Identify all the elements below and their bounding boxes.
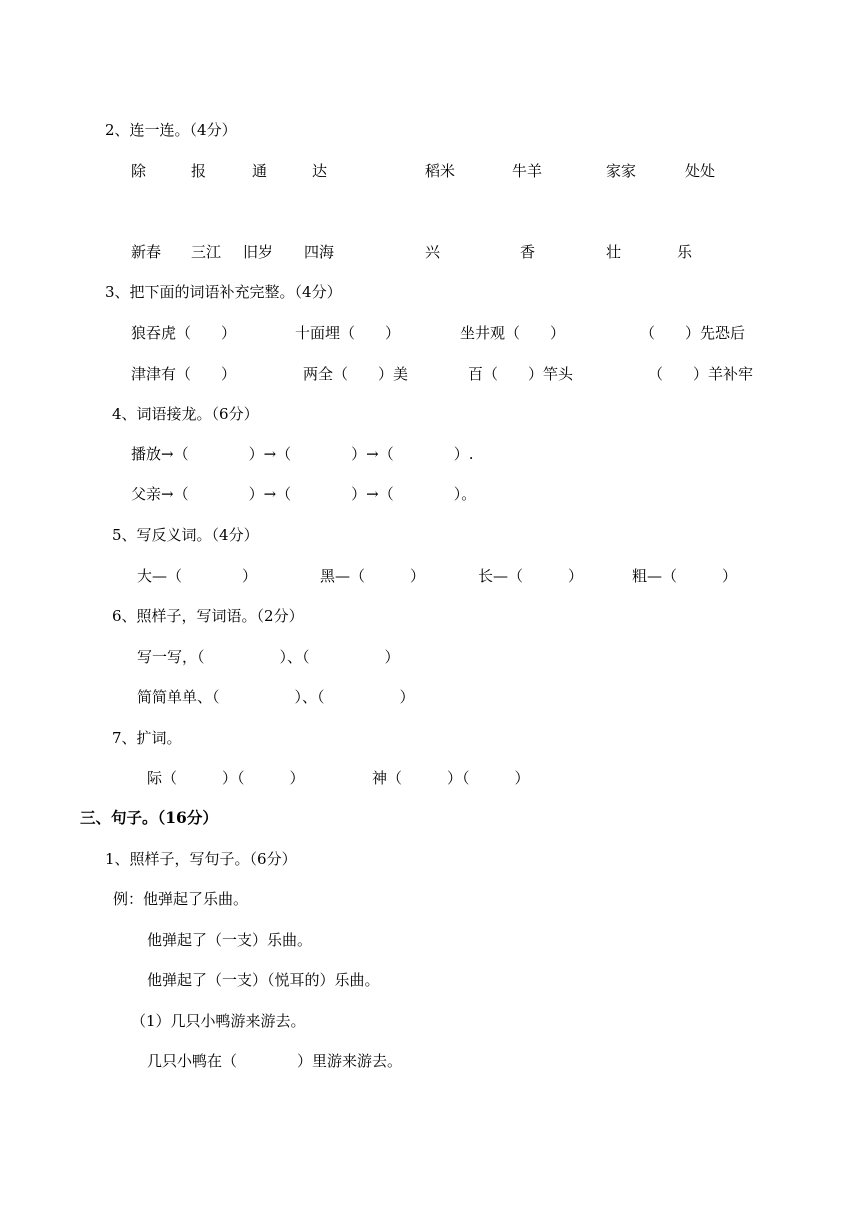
q7-expand: 神（ ）（ ） — [372, 769, 530, 787]
q4-chain-line: 父亲→（ ）→（ ）→（ ）。 — [131, 485, 477, 503]
q7-title: 7、扩词。 — [112, 729, 182, 747]
q2-bottom-item: 香 — [520, 243, 536, 261]
q5-title: 5、写反义词。（4分） — [112, 526, 259, 544]
q2-bottom-item: 乐 — [677, 243, 693, 261]
q2-top-item: 通 — [252, 162, 268, 180]
example-line: 例：他弹起了乐曲。 — [113, 890, 249, 908]
q2-top-item: 稻米 — [425, 162, 456, 180]
q6-line: 写一写，（ ）、（ ） — [137, 648, 400, 666]
q2-top-item: 处处 — [685, 162, 716, 180]
q3-title: 3、把下面的词语补充完整。（4分） — [105, 283, 342, 301]
q2-top-item: 达 — [312, 162, 328, 180]
exercise-item: （1）几只小鸭游来游去。 — [131, 1012, 306, 1030]
q2-bottom-item: 壮 — [606, 243, 622, 261]
q2-top-item: 牛羊 — [512, 162, 543, 180]
q5-antonym: 粗—（ ） — [632, 567, 738, 585]
q2-bottom-item: 三江 — [191, 243, 222, 261]
q6-title: 6、照样子，写词语。（2分） — [112, 607, 304, 625]
q2-bottom-item: 兴 — [425, 243, 441, 261]
q3-idiom: 坐井观（ ） — [460, 324, 566, 342]
q4-chain-line: 播放→（ ）→（ ）→（ ）. — [131, 445, 474, 463]
q3-idiom: （ ）先恐后 — [640, 324, 746, 342]
q3-idiom: 津津有（ ） — [131, 365, 237, 383]
q4-title: 4、词语接龙。（6分） — [112, 405, 259, 423]
q3-idiom: 十面埋（ ） — [295, 324, 401, 342]
q3-idiom: （ ）羊补牢 — [648, 365, 754, 383]
example-line: 他弹起了（一支）（悦耳的）乐曲。 — [147, 971, 380, 989]
q6-line: 简简单单、（ ）、（ ） — [137, 688, 415, 706]
q3-idiom: 两全（ ）美 — [303, 365, 409, 383]
q2-top-item: 家家 — [606, 162, 637, 180]
exercise-fill-line: 几只小鸭在（ ）里游来游去。 — [147, 1052, 403, 1070]
q2-top-item: 报 — [191, 162, 207, 180]
q3-idiom: 百（ ）竿头 — [468, 365, 574, 383]
section3-title: 三、句子。（16分） — [80, 808, 218, 827]
q2-bottom-item: 四海 — [304, 243, 335, 261]
q5-antonym: 黑—（ ） — [320, 567, 426, 585]
q2-bottom-item: 新春 — [131, 243, 162, 261]
section3-q1-title: 1、照样子，写句子。（6分） — [105, 850, 297, 868]
q2-title: 2、连一连。（4分） — [105, 121, 237, 139]
q2-bottom-item: 旧岁 — [243, 243, 274, 261]
q2-top-item: 除 — [131, 162, 147, 180]
q7-expand: 际（ ）（ ） — [147, 769, 305, 787]
example-line: 他弹起了（一支）乐曲。 — [147, 931, 313, 949]
q5-antonym: 长—（ ） — [478, 567, 584, 585]
q3-idiom: 狼吞虎（ ） — [131, 324, 237, 342]
q5-antonym: 大—（ ） — [137, 567, 258, 585]
